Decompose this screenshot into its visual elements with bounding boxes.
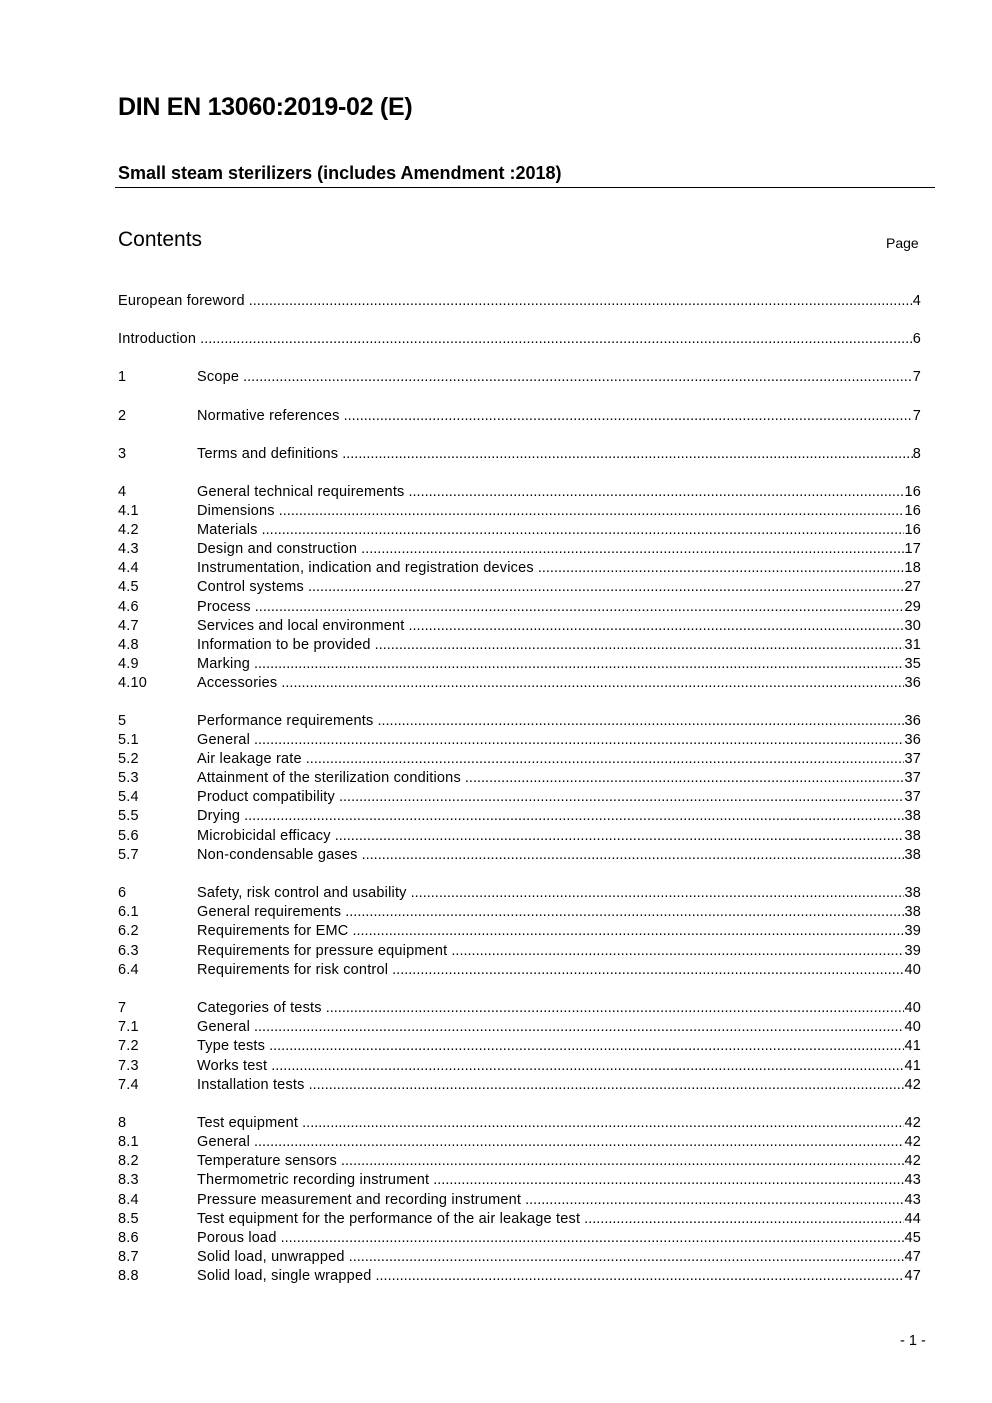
toc-entry-title: Test equipment for the performance of the air leakage test (197, 1210, 581, 1227)
toc-entry-number: 6.1 (118, 904, 139, 921)
toc-entry-number: 8.2 (118, 1153, 139, 1170)
toc-entry[interactable] (118, 445, 921, 464)
toc-group (118, 712, 921, 865)
toc-entry-title: Process (197, 598, 251, 615)
page-column-heading: Page (886, 235, 919, 251)
toc-entry[interactable] (118, 636, 921, 655)
toc-entry-page: 37 (904, 751, 921, 768)
toc-entry-title: Non-condensable gases (197, 846, 358, 863)
toc-dot-leader (326, 999, 905, 1018)
toc-entry-page: 44 (904, 1210, 921, 1227)
toc-entry-page: 18 (904, 560, 921, 577)
toc-entry[interactable] (118, 1037, 921, 1056)
toc-entry-title: Requirements for EMC (197, 923, 349, 940)
toc-entry[interactable] (118, 1229, 921, 1248)
toc-entry-title: Instrumentation, indication and registration devices (197, 560, 534, 577)
toc-entry-title: General (197, 1019, 250, 1036)
toc-entry-page: 16 (904, 503, 921, 520)
toc-entry-title: Marking (197, 655, 250, 672)
toc-entry-number: 6.4 (118, 961, 139, 978)
toc-group (118, 884, 921, 979)
toc-dot-leader (308, 578, 905, 597)
toc-entry[interactable] (118, 1114, 921, 1133)
toc-entry-number: 4.10 (118, 674, 148, 691)
toc-entry-title: Solid load, unwrapped (197, 1248, 345, 1265)
toc-entry-page: 43 (904, 1172, 921, 1189)
toc-entry-number: 8.8 (118, 1267, 139, 1284)
toc-entry-title: Scope (197, 369, 240, 386)
toc-entry-number: 7.4 (118, 1076, 139, 1093)
toc-dot-leader (262, 521, 905, 540)
toc-entry-page: 40 (904, 1019, 921, 1036)
toc-entry-title: Safety, risk control and usability (197, 885, 407, 902)
toc-dot-leader (306, 750, 905, 769)
toc-entry-page: 40 (904, 1000, 921, 1017)
toc-entry-number: 4 (118, 483, 127, 500)
toc-entry-title: Categories of tests (197, 1000, 322, 1017)
toc-entry-title: Test equipment (197, 1115, 299, 1132)
toc-dot-leader (279, 502, 905, 521)
toc-entry-title: Installation tests (197, 1076, 305, 1093)
toc-dot-leader (254, 1018, 904, 1037)
toc-entry[interactable] (118, 942, 921, 961)
toc-entry[interactable] (118, 712, 921, 731)
toc-entry-page: 36 (904, 713, 921, 729)
toc-entry-title: General technical requirements (197, 483, 405, 500)
toc-entry[interactable] (118, 903, 921, 922)
toc-group (118, 292, 921, 311)
toc-entry-page: 41 (904, 1038, 921, 1055)
toc-entry-number: 7.3 (118, 1057, 139, 1074)
toc-entry[interactable] (118, 368, 921, 387)
toc-dot-leader (309, 1076, 905, 1095)
toc-entry-number: 5.1 (118, 732, 139, 749)
toc-entry[interactable] (118, 788, 921, 807)
toc-entry-page: 42 (904, 1076, 921, 1093)
toc-entry-page: 42 (904, 1153, 921, 1170)
toc-dot-leader (269, 1037, 904, 1056)
toc-dot-leader (200, 330, 913, 349)
toc-entry-page: 38 (904, 808, 921, 825)
toc-group (118, 330, 921, 349)
toc-group (118, 483, 921, 693)
toc-entry[interactable] (118, 1076, 921, 1095)
toc-entry-title: Requirements for pressure equipment (197, 942, 448, 959)
toc-entry-page: 6 (912, 331, 921, 348)
toc-entry-number: 8.5 (118, 1210, 139, 1227)
toc-entry[interactable] (118, 540, 921, 559)
toc-entry-number: 2 (118, 407, 127, 424)
toc-entry-number: 4.7 (118, 617, 139, 634)
toc-entry-number: 8.7 (118, 1248, 139, 1265)
toc-entry-title: General (197, 1134, 250, 1151)
toc-dot-leader (375, 636, 905, 655)
toc-entry[interactable] (118, 292, 921, 311)
toc-entry-page: 42 (904, 1134, 921, 1151)
toc-entry[interactable] (118, 827, 921, 846)
toc-entry[interactable] (118, 1018, 921, 1037)
toc-entry-page: 4 (912, 293, 921, 309)
table-of-contents (118, 292, 921, 1286)
toc-entry-title: Type tests (197, 1038, 266, 1055)
toc-entry[interactable] (118, 407, 921, 426)
toc-entry-page: 36 (904, 732, 921, 749)
toc-entry[interactable] (118, 598, 921, 617)
toc-entry[interactable] (118, 807, 921, 826)
toc-dot-leader (451, 942, 904, 961)
toc-entry-page: 38 (904, 885, 921, 902)
page-number: - 1 - (900, 1333, 926, 1349)
toc-entry-page: 8 (912, 445, 921, 462)
toc-dot-leader (377, 712, 904, 731)
toc-entry-page: 30 (904, 617, 921, 634)
toc-entry-number: 5 (118, 713, 127, 729)
toc-dot-leader (538, 559, 905, 578)
document-title: DIN EN 13060:2019-02 (E) (118, 93, 413, 121)
toc-entry[interactable] (118, 559, 921, 578)
toc-dot-leader (271, 1057, 904, 1076)
toc-entry-title: Requirements for risk control (197, 961, 389, 978)
toc-entry-page: 40 (904, 961, 921, 978)
toc-entry-page: 31 (904, 636, 921, 653)
toc-group (118, 445, 921, 464)
toc-entry[interactable] (118, 961, 921, 980)
toc-entry-title: Materials (197, 522, 258, 539)
toc-entry-page: 36 (904, 674, 921, 691)
toc-entry-title: Porous load (197, 1229, 277, 1246)
toc-entry-title: General requirements (197, 904, 342, 921)
toc-entry-page: 16 (904, 483, 921, 500)
toc-dot-leader (254, 1133, 904, 1152)
toc-entry-number: 4.2 (118, 522, 139, 539)
toc-entry[interactable] (118, 502, 921, 521)
toc-dot-leader (335, 827, 905, 846)
toc-entry-number: 4.5 (118, 579, 139, 596)
toc-entry[interactable] (118, 846, 921, 865)
toc-entry[interactable] (118, 578, 921, 597)
toc-entry-number: 8.6 (118, 1229, 139, 1246)
toc-entry-number: 8.1 (118, 1134, 139, 1151)
toc-entry-number: 7.1 (118, 1019, 139, 1036)
toc-entry[interactable] (118, 1133, 921, 1152)
toc-entry[interactable] (118, 1191, 921, 1210)
toc-entry-page: 38 (904, 846, 921, 863)
toc-entry-page: 39 (904, 942, 921, 959)
toc-entry-number: 1 (118, 369, 127, 386)
toc-entry-number: 5.2 (118, 751, 139, 768)
toc-dot-leader (255, 598, 905, 617)
toc-entry-number: 3 (118, 445, 127, 462)
toc-entry-number: 4.1 (118, 503, 139, 520)
toc-entry-number: 4.3 (118, 541, 139, 558)
toc-entry[interactable] (118, 1248, 921, 1267)
toc-entry[interactable] (118, 750, 921, 769)
toc-dot-leader (342, 445, 913, 464)
toc-entry-title: Information to be provided (197, 636, 371, 653)
toc-entry-title: Introduction (118, 331, 197, 348)
toc-entry[interactable] (118, 330, 921, 349)
toc-entry-title: Works test (197, 1057, 268, 1074)
toc-dot-leader (243, 368, 913, 387)
toc-entry-title: Solid load, single wrapped (197, 1267, 372, 1284)
toc-entry-title: Air leakage rate (197, 751, 302, 768)
toc-entry[interactable] (118, 655, 921, 674)
toc-dot-leader (345, 903, 904, 922)
toc-dot-leader (344, 407, 913, 426)
toc-entry-page: 38 (904, 827, 921, 844)
toc-entry[interactable] (118, 884, 921, 903)
toc-entry[interactable] (118, 483, 921, 502)
toc-entry-title: European foreword (118, 293, 245, 309)
toc-entry-number: 8 (118, 1115, 127, 1132)
toc-entry-page: 29 (904, 598, 921, 615)
toc-entry-title: Services and local environment (197, 617, 405, 634)
toc-dot-leader (433, 1171, 904, 1190)
toc-dot-leader (375, 1267, 904, 1286)
toc-entry-page: 38 (904, 904, 921, 921)
toc-entry-page: 35 (904, 655, 921, 672)
toc-entry-page: 16 (904, 522, 921, 539)
toc-entry-number: 5.4 (118, 789, 139, 806)
toc-group (118, 1114, 921, 1286)
toc-dot-leader (409, 617, 905, 636)
toc-entry-number: 4.8 (118, 636, 139, 653)
toc-dot-leader (249, 292, 913, 311)
toc-entry-number: 7.2 (118, 1038, 139, 1055)
toc-entry-title: Microbicidal efficacy (197, 827, 331, 844)
toc-entry[interactable] (118, 521, 921, 540)
toc-entry-title: Dimensions (197, 503, 275, 520)
toc-entry[interactable] (118, 731, 921, 750)
toc-dot-leader (362, 846, 905, 865)
toc-entry[interactable] (118, 674, 921, 693)
toc-entry-page: 37 (904, 789, 921, 806)
toc-entry[interactable] (118, 1057, 921, 1076)
toc-entry-page: 47 (904, 1267, 921, 1284)
toc-entry[interactable] (118, 769, 921, 788)
toc-dot-leader (339, 788, 904, 807)
contents-heading: Contents (118, 228, 203, 251)
toc-entry-title: Normative references (197, 407, 340, 424)
toc-dot-leader (361, 540, 904, 559)
toc-entry-page: 42 (904, 1115, 921, 1132)
toc-dot-leader (409, 483, 905, 502)
toc-dot-leader (352, 922, 904, 941)
toc-entry-number: 8.4 (118, 1191, 139, 1208)
toc-entry[interactable] (118, 999, 921, 1018)
title-underline (115, 187, 935, 188)
toc-dot-leader (244, 807, 904, 826)
toc-dot-leader (341, 1152, 904, 1171)
toc-entry-number: 8.3 (118, 1172, 139, 1189)
toc-entry-title: Pressure measurement and recording instrument (197, 1191, 522, 1208)
toc-entry[interactable] (118, 1210, 921, 1229)
toc-entry-title: Temperature sensors (197, 1153, 337, 1170)
toc-entry-title: Control systems (197, 579, 304, 596)
toc-dot-leader (281, 674, 904, 693)
toc-dot-leader (254, 731, 904, 750)
toc-entry-number: 5.3 (118, 770, 139, 787)
toc-entry-number: 5.5 (118, 808, 139, 825)
toc-entry-number: 7 (118, 1000, 127, 1017)
toc-dot-leader (281, 1229, 905, 1248)
toc-dot-leader (584, 1210, 904, 1229)
toc-group (118, 999, 921, 1094)
toc-entry-page: 43 (904, 1191, 921, 1208)
toc-entry[interactable] (118, 1152, 921, 1171)
toc-entry-page: 47 (904, 1248, 921, 1265)
toc-entry-title: Thermometric recording instrument (197, 1172, 430, 1189)
toc-entry-title: Accessories (197, 674, 278, 691)
toc-dot-leader (302, 1114, 904, 1133)
toc-group (118, 368, 921, 387)
toc-entry-number: 4.4 (118, 560, 139, 577)
toc-dot-leader (254, 655, 904, 674)
toc-dot-leader (349, 1248, 905, 1267)
toc-entry-title: Drying (197, 808, 241, 825)
toc-entry[interactable] (118, 922, 921, 941)
toc-entry-number: 6.2 (118, 923, 139, 940)
toc-entry-number: 4.6 (118, 598, 139, 615)
toc-entry-title: Performance requirements (197, 713, 374, 729)
toc-dot-leader (392, 961, 904, 980)
toc-entry-number: 6 (118, 885, 127, 902)
toc-entry-title: Design and construction (197, 541, 358, 558)
toc-entry-title: Product compatibility (197, 789, 335, 806)
toc-entry-page: 7 (912, 407, 921, 424)
toc-dot-leader (465, 769, 905, 788)
toc-entry-page: 41 (904, 1057, 921, 1074)
toc-entry[interactable] (118, 1171, 921, 1190)
toc-entry-page: 17 (904, 541, 921, 558)
toc-entry-title: Terms and definitions (197, 445, 339, 462)
toc-dot-leader (525, 1191, 904, 1210)
toc-entry-number: 5.6 (118, 827, 139, 844)
toc-entry-number: 6.3 (118, 942, 139, 959)
toc-dot-leader (411, 884, 905, 903)
toc-entry-title: Attainment of the sterilization conditions (197, 770, 461, 787)
toc-entry-page: 39 (904, 923, 921, 940)
toc-entry-page: 27 (904, 579, 921, 596)
toc-entry[interactable] (118, 617, 921, 636)
toc-entry-page: 45 (904, 1229, 921, 1246)
toc-group (118, 407, 921, 426)
toc-entry-number: 4.9 (118, 655, 139, 672)
document-subtitle: Small steam sterilizers (includes Amendment :2018) (118, 163, 562, 183)
toc-entry-title: General (197, 732, 250, 749)
toc-entry-number: 5.7 (118, 846, 139, 863)
toc-entry-page: 7 (912, 369, 921, 386)
toc-entry-page: 37 (904, 770, 921, 787)
toc-entry[interactable] (118, 1267, 921, 1286)
